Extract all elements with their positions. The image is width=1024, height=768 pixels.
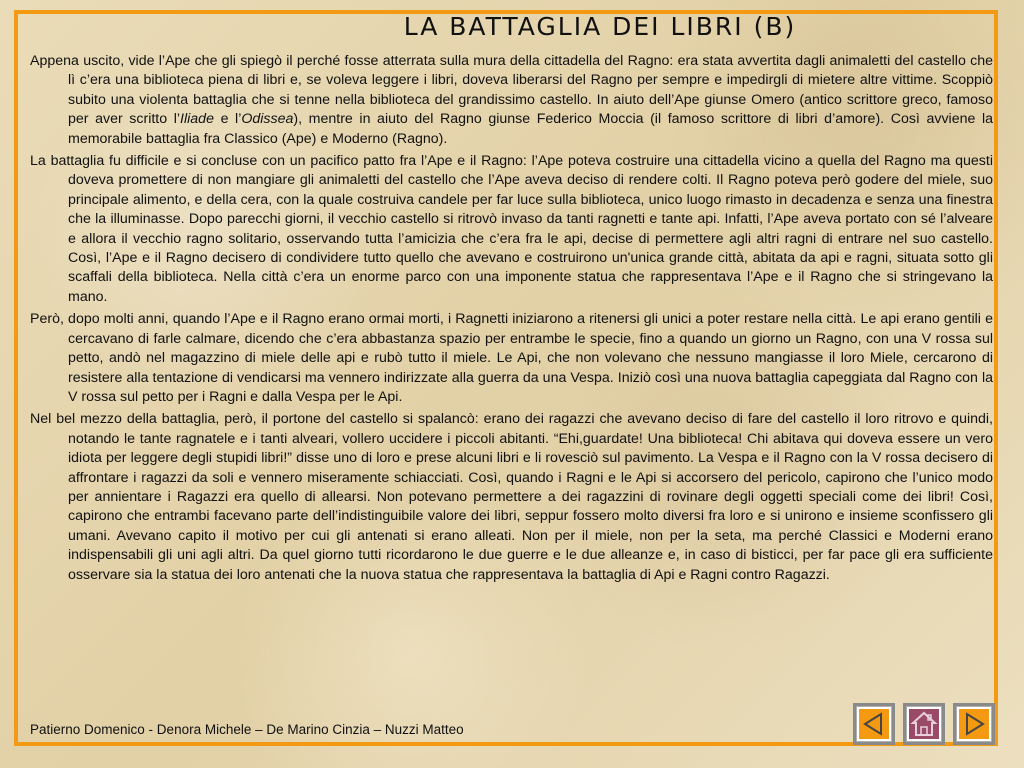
story-paragraph [30, 52, 993, 149]
book-title: Odissea [241, 111, 294, 128]
page-title: LA BATTAGLIA DEI LIBRI (B) [403, 12, 797, 41]
story-text [30, 52, 993, 588]
previous-slide-button[interactable] [853, 703, 895, 745]
home-button[interactable] [903, 703, 945, 745]
story-paragraph [30, 410, 993, 585]
story-paragraph [30, 310, 993, 407]
paragraph-text: Appena uscito, vide l’Ape che gli spiegò il perché fosse atterrata sulla mura della cittadella del Ragno: era stata avvertita dagli animaletti del castello che lì c’era una biblioteca piena di libri e, se voleva leggere i libri, doveva liberarsi del Ragno per sempre e impedirgli di mietere altre vittime. Scoppiò subito una violenta battaglia che si tenne nella biblioteca del grandissimo castello. In aiuto dell’Ape giunse Omero (antico scrittore greco, famoso per aver scritto l’ [30, 53, 993, 128]
paragraph-text: Però, dopo molti anni, quando l’Ape e il Ragno erano ormai morti, i Ragnetti iniziarono a ritenersi gli unici a poter restare nella città. Le api erano gentili e cercavano di farle calmare, dicendo che c’era abbastanza spazio per entrambe le specie, fino a quando un giorno un Ragno, con una V rossa sul petto, andò nel magazzino di miele delle api e rubò tutto il miele. Le Api, che non volevano che nessuno mangiasse il loro Miele, cercarono di resistere alla tentazione di vendicarsi ma vennero indirizzate alla guerra da una Vespa. Iniziò così una nuova battaglia capeggiata dal Ragno con la V rossa sul petto per i Ragni e dalla Vespa per le Api. [30, 311, 993, 405]
paragraph-text: ), mentre in aiuto del Ragno giunse Federico Moccia (il famoso scrittore di libri d’amore). Così avviene la memorabile battaglia fra Classico (Ape) e Moderno (Ragno). [68, 111, 994, 147]
next-slide-button[interactable] [953, 703, 995, 745]
story-paragraph [30, 152, 993, 307]
arrow-left-icon [861, 711, 887, 737]
authors-credit: Patierno Domenico - Denora Michele – De Marino Cinzia – Nuzzi Matteo [30, 722, 464, 737]
book-title: Iliade [180, 111, 214, 128]
home-icon [910, 710, 938, 738]
paragraph-text: Nel bel mezzo della battaglia, però, il portone del castello si spalancò: erano dei ragazzi che avevano deciso di fare del castello il loro ritrovo e quindi, notando le tante ragnatele e i tanti alveari, vollero uccidere i piccoli abitanti. “Ehi,guardate! Una biblioteca! Chi abitava qui doveva essere un vero idiota per leggere degli stupidi libri!” disse uno di loro e prese alcuni libri e li rovesciò sul pavimento. La Vespa e il Ragno con la V rossa decisero di affrontare i ragazzi da soli e vennero miseramente schiacciati. Così, quando i Ragni e le Api si accorsero del pericolo, capirono che l’unico modo per annientare i Ragazzi era quello di allearsi. Non potevano permettere a dei ragazzini di rovinare degli oggetti speciali come dei libri! Così, capirono che entrambi facevano parte dell’indistinguibile valore dei libri, seppur fossero molto diversi fra loro e si unirono e insieme sconfissero gli umani. Avevano capito il motivo per cui gli antenati si erano alleati. Non per il miele, non per la seta, ma perché Classici e Moderni erano indispensabili gli uni agli altri. Da quel giorno tutti ricordarono le due guerre e le due alleanze e, in caso di bisticci, per far pace gli era sufficiente osservare sia la statua dei loro antenati che la nuova statua che rappresentava la battaglia di Api e Ragni contro Ragazzi. [30, 411, 993, 583]
paragraph-text: La battaglia fu difficile e si concluse con un pacifico patto fra l’Ape e il Ragno: l’Ape poteva costruire una cittadella vicino a quella del Ragno ma questi doveva promettere di non mangiare gli animaletti del castello che l’Ape aveva deciso di rendere colti. Il Ragno poteva però godere del miele, suo principale alimento, e della cera, con la quale costruiva candele per far luce sulla biblioteca, unico luogo rimasto in decadenza e senza una finestra che la illuminasse. Dopo parecchi giorni, il vecchio castello si ritrovò invaso da tanti ragnetti e tante api. Infatti, l’Ape aveva portato con sé l’alveare e allora il vecchio ragno solitario, osservando tutta l’amicizia che c’era fra le api, decise di permettere agli altri ragni di entrare nel suo castello. Così, l’Ape e il Ragno decisero di condividere tutto quello che avevano e costruirono un'unica grande città, abitata da api e ragni, situata sotto gli scaffali della biblioteca. Nella città c’era un enorme parco con una imponente statua che rappresentava l’Ape e il Ragno che si stringevano la mano. [30, 153, 993, 305]
paragraph-text: e l’ [213, 111, 242, 128]
arrow-right-icon [961, 711, 987, 737]
